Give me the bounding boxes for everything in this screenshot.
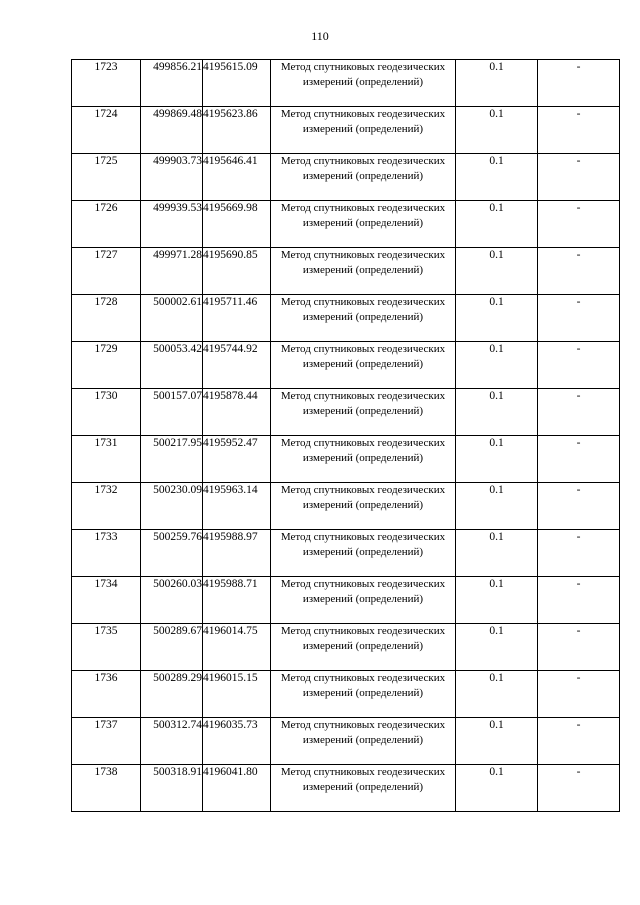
method-cell: Метод спутниковых геодезических измерений (определений): [271, 154, 456, 201]
y-coordinate-cell: 4196014.75: [203, 624, 271, 671]
point-number-cell: 1725: [72, 154, 141, 201]
x-coordinate-cell: 499903.73: [141, 154, 203, 201]
x-coordinate-cell: 500259.76: [141, 530, 203, 577]
note-cell: -: [538, 483, 620, 530]
accuracy-cell: 0.1: [456, 201, 538, 248]
method-cell: Метод спутниковых геодезических измерений (определений): [271, 107, 456, 154]
y-coordinate-cell: 4195878.44: [203, 389, 271, 436]
accuracy-cell: 0.1: [456, 483, 538, 530]
point-number-cell: 1727: [72, 248, 141, 295]
x-coordinate-cell: 500289.29: [141, 671, 203, 718]
table-row: [72, 483, 620, 530]
note-cell: -: [538, 295, 620, 342]
note-cell: -: [538, 60, 620, 107]
table-body: [72, 60, 620, 812]
x-coordinate-cell: 500053.42: [141, 342, 203, 389]
method-cell: Метод спутниковых геодезических измерений (определений): [271, 624, 456, 671]
accuracy-cell: 0.1: [456, 765, 538, 812]
note-cell: -: [538, 154, 620, 201]
note-cell: -: [538, 107, 620, 154]
accuracy-cell: 0.1: [456, 436, 538, 483]
method-cell: Метод спутниковых геодезических измерений (определений): [271, 436, 456, 483]
method-cell: Метод спутниковых геодезических измерений (определений): [271, 718, 456, 765]
table-row: [72, 248, 620, 295]
accuracy-cell: 0.1: [456, 577, 538, 624]
method-cell: Метод спутниковых геодезических измерений (определений): [271, 389, 456, 436]
note-cell: -: [538, 624, 620, 671]
x-coordinate-cell: 499939.53: [141, 201, 203, 248]
table-row: [72, 342, 620, 389]
point-number-cell: 1736: [72, 671, 141, 718]
point-number-cell: 1737: [72, 718, 141, 765]
y-coordinate-cell: 4195646.41: [203, 154, 271, 201]
accuracy-cell: 0.1: [456, 624, 538, 671]
x-coordinate-cell: 500217.95: [141, 436, 203, 483]
method-cell: Метод спутниковых геодезических измерений (определений): [271, 483, 456, 530]
table-row: [72, 577, 620, 624]
note-cell: -: [538, 530, 620, 577]
point-number-cell: 1723: [72, 60, 141, 107]
point-number-cell: 1729: [72, 342, 141, 389]
note-cell: -: [538, 436, 620, 483]
y-coordinate-cell: 4195952.47: [203, 436, 271, 483]
accuracy-cell: 0.1: [456, 342, 538, 389]
note-cell: -: [538, 248, 620, 295]
table-row: [72, 718, 620, 765]
page-number: 110: [311, 29, 329, 43]
y-coordinate-cell: 4196041.80: [203, 765, 271, 812]
point-number-cell: 1731: [72, 436, 141, 483]
note-cell: -: [538, 671, 620, 718]
point-number-cell: 1733: [72, 530, 141, 577]
method-cell: Метод спутниковых геодезических измерений (определений): [271, 671, 456, 718]
point-number-cell: 1738: [72, 765, 141, 812]
note-cell: -: [538, 342, 620, 389]
y-coordinate-cell: 4196015.15: [203, 671, 271, 718]
point-number-cell: 1732: [72, 483, 141, 530]
y-coordinate-cell: 4195623.86: [203, 107, 271, 154]
table-row: [72, 530, 620, 577]
accuracy-cell: 0.1: [456, 718, 538, 765]
note-cell: -: [538, 718, 620, 765]
method-cell: Метод спутниковых геодезических измерений (определений): [271, 201, 456, 248]
point-number-cell: 1734: [72, 577, 141, 624]
accuracy-cell: 0.1: [456, 154, 538, 201]
note-cell: -: [538, 389, 620, 436]
x-coordinate-cell: 499869.48: [141, 107, 203, 154]
method-cell: Метод спутниковых геодезических измерений (определений): [271, 342, 456, 389]
x-coordinate-cell: 500318.91: [141, 765, 203, 812]
point-number-cell: 1735: [72, 624, 141, 671]
method-cell: Метод спутниковых геодезических измерений (определений): [271, 577, 456, 624]
table-row: [72, 436, 620, 483]
y-coordinate-cell: 4196035.73: [203, 718, 271, 765]
accuracy-cell: 0.1: [456, 60, 538, 107]
accuracy-cell: 0.1: [456, 107, 538, 154]
accuracy-cell: 0.1: [456, 671, 538, 718]
table-row: [72, 389, 620, 436]
x-coordinate-cell: 500157.07: [141, 389, 203, 436]
note-cell: -: [538, 201, 620, 248]
accuracy-cell: 0.1: [456, 389, 538, 436]
accuracy-cell: 0.1: [456, 295, 538, 342]
table-row: [72, 765, 620, 812]
accuracy-cell: 0.1: [456, 248, 538, 295]
note-cell: -: [538, 577, 620, 624]
method-cell: Метод спутниковых геодезических измерений (определений): [271, 295, 456, 342]
point-number-cell: 1728: [72, 295, 141, 342]
x-coordinate-cell: 500312.74: [141, 718, 203, 765]
method-cell: Метод спутниковых геодезических измерений (определений): [271, 765, 456, 812]
x-coordinate-cell: 500002.61: [141, 295, 203, 342]
y-coordinate-cell: 4195615.09: [203, 60, 271, 107]
point-number-cell: 1730: [72, 389, 141, 436]
x-coordinate-cell: 500230.09: [141, 483, 203, 530]
x-coordinate-cell: 500260.03: [141, 577, 203, 624]
method-cell: Метод спутниковых геодезических измерений (определений): [271, 530, 456, 577]
table-row: [72, 107, 620, 154]
y-coordinate-cell: 4195744.92: [203, 342, 271, 389]
x-coordinate-cell: 499971.28: [141, 248, 203, 295]
y-coordinate-cell: 4195690.85: [203, 248, 271, 295]
y-coordinate-cell: 4195988.97: [203, 530, 271, 577]
table-row: [72, 154, 620, 201]
point-number-cell: 1726: [72, 201, 141, 248]
table-row: [72, 671, 620, 718]
y-coordinate-cell: 4195669.98: [203, 201, 271, 248]
x-coordinate-cell: 500289.67: [141, 624, 203, 671]
table-row: [72, 60, 620, 107]
method-cell: Метод спутниковых геодезических измерений (определений): [271, 60, 456, 107]
accuracy-cell: 0.1: [456, 530, 538, 577]
x-coordinate-cell: 499856.21: [141, 60, 203, 107]
y-coordinate-cell: 4195963.14: [203, 483, 271, 530]
coordinates-table: [71, 59, 620, 812]
method-cell: Метод спутниковых геодезических измерений (определений): [271, 248, 456, 295]
table-row: [72, 201, 620, 248]
note-cell: -: [538, 765, 620, 812]
y-coordinate-cell: 4195988.71: [203, 577, 271, 624]
table-row: [72, 295, 620, 342]
table-row: [72, 624, 620, 671]
y-coordinate-cell: 4195711.46: [203, 295, 271, 342]
point-number-cell: 1724: [72, 107, 141, 154]
